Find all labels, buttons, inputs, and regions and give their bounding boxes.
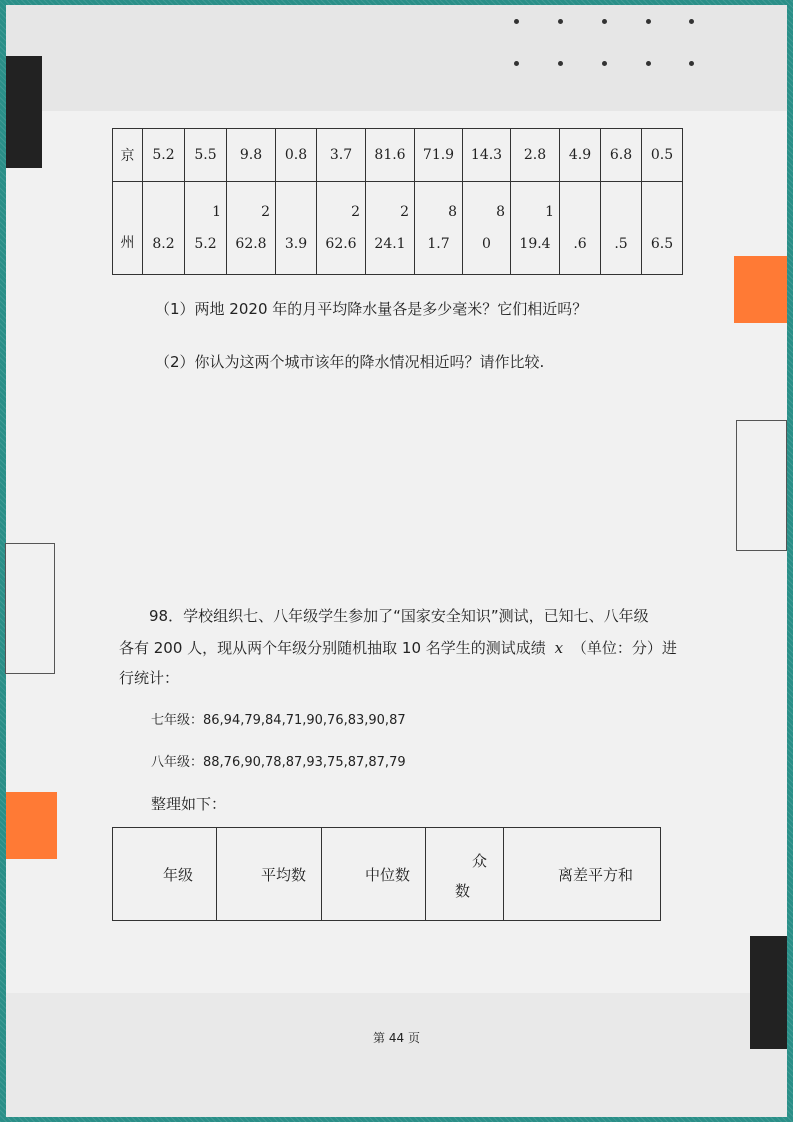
problem-98-line-2-text: 各有 200 人，现从两个年级分别随机抽取 10 名学生的测试成绩 [119, 639, 546, 657]
problem-98-line-3: 行统计： [119, 669, 180, 687]
header-sum-sq-dev [504, 828, 661, 921]
header-mean-text: 平均数 [261, 866, 307, 884]
decor-dot [602, 61, 607, 66]
table-cell: 9.8 [227, 129, 276, 182]
cell-lower: 6.5 [650, 236, 674, 252]
cell-upper: 1 [212, 204, 221, 220]
table-cell [642, 182, 683, 275]
organize-label: 整理如下： [151, 795, 227, 813]
table-cell: 2.8 [511, 129, 560, 182]
header-grade [113, 828, 217, 921]
decor-dot [602, 19, 607, 24]
header-mode [426, 828, 504, 921]
header-median [322, 828, 426, 921]
table-cell: 14.3 [463, 129, 511, 182]
decor-frame [736, 420, 787, 551]
variable-x: x [554, 639, 564, 657]
header-mode-text-2: 数 [455, 882, 471, 900]
cell-lower: 5.2 [194, 236, 217, 252]
city-label: 京 [113, 129, 143, 182]
table-cell [227, 182, 276, 275]
decor-dot [689, 61, 694, 66]
table-cell: 81.6 [366, 129, 415, 182]
decor-dot [514, 19, 519, 24]
table-cell: 5.2 [143, 129, 185, 182]
cell-lower: 0 [482, 236, 491, 252]
table-cell: 0.5 [642, 129, 683, 182]
decor-block-orange [6, 792, 57, 859]
cell-upper: 2 [261, 204, 270, 220]
table-cell [366, 182, 415, 275]
city-label-text: 州 [120, 235, 135, 251]
problem-98-line-2-end: （单位：分）进 [571, 639, 677, 657]
grade-7-scores: 七年级：86,94,79,84,71,90,76,83,90,87 [151, 713, 406, 728]
table-cell [601, 182, 642, 275]
cell-upper: 2 [400, 204, 409, 220]
bottom-band [6, 993, 787, 1117]
document-page [6, 5, 787, 1117]
decor-dot [646, 61, 651, 66]
header-sum-sq-dev-text: 离差平方和 [558, 866, 634, 884]
decor-block-orange [734, 256, 787, 323]
cell-lower: 19.4 [519, 236, 551, 252]
cell-lower: 24.1 [374, 236, 406, 252]
decor-block-dark [6, 56, 42, 168]
grade-8-scores: 八年级：88,76,90,78,87,93,75,87,87,79 [151, 755, 406, 770]
cell-upper: 8 [448, 204, 457, 220]
table-cell: 4.9 [560, 129, 601, 182]
table-row [113, 182, 683, 275]
cell-lower: .6 [573, 236, 587, 252]
table-row [113, 129, 683, 182]
cell-upper: 1 [545, 204, 554, 220]
header-grade-text: 年级 [163, 866, 194, 884]
question-2: （2）你认为这两个城市该年的降水情况相近吗？请作比较. [155, 353, 545, 371]
city-label [113, 182, 143, 275]
decor-frame [5, 543, 55, 674]
table-cell [463, 182, 511, 275]
top-band [6, 5, 787, 111]
cell-lower: 8.2 [152, 236, 175, 252]
table-cell: 71.9 [415, 129, 463, 182]
table-cell: 3.7 [317, 129, 366, 182]
decor-dot [646, 19, 651, 24]
header-median-text: 中位数 [365, 866, 411, 884]
cell-upper: 2 [351, 204, 360, 220]
page-number: 第 44 页 [373, 1031, 420, 1045]
decor-dot [514, 61, 519, 66]
decor-dot [558, 61, 563, 66]
question-1: （1）两地 2020 年的月平均降水量各是多少毫米？它们相近吗？ [155, 300, 588, 318]
cell-lower: 1.7 [427, 236, 450, 252]
header-mean [217, 828, 322, 921]
header-mode-text-1: 众 [472, 852, 488, 870]
rainfall-table [112, 128, 683, 275]
table-row [113, 828, 661, 921]
table-cell [560, 182, 601, 275]
cell-upper: 8 [496, 204, 505, 220]
table-cell: 6.8 [601, 129, 642, 182]
problem-98-line-2 [119, 637, 677, 658]
problem-98-line-1: 98．学校组织七、八年级学生参加了“国家安全知识”测试，已知七、八年级 [149, 607, 649, 625]
cell-lower: .5 [614, 236, 628, 252]
cell-lower: 62.6 [325, 236, 357, 252]
table-cell [143, 182, 185, 275]
cell-lower: 62.8 [235, 236, 267, 252]
table-cell [185, 182, 227, 275]
table-cell: 5.5 [185, 129, 227, 182]
cell-lower: 3.9 [284, 236, 308, 252]
table-cell: 0.8 [276, 129, 317, 182]
stats-table [112, 827, 661, 921]
table-cell [511, 182, 560, 275]
table-cell [317, 182, 366, 275]
decor-dot [689, 19, 694, 24]
table-cell [276, 182, 317, 275]
decor-block-dark [750, 936, 787, 1049]
decor-dot [558, 19, 563, 24]
table-cell [415, 182, 463, 275]
